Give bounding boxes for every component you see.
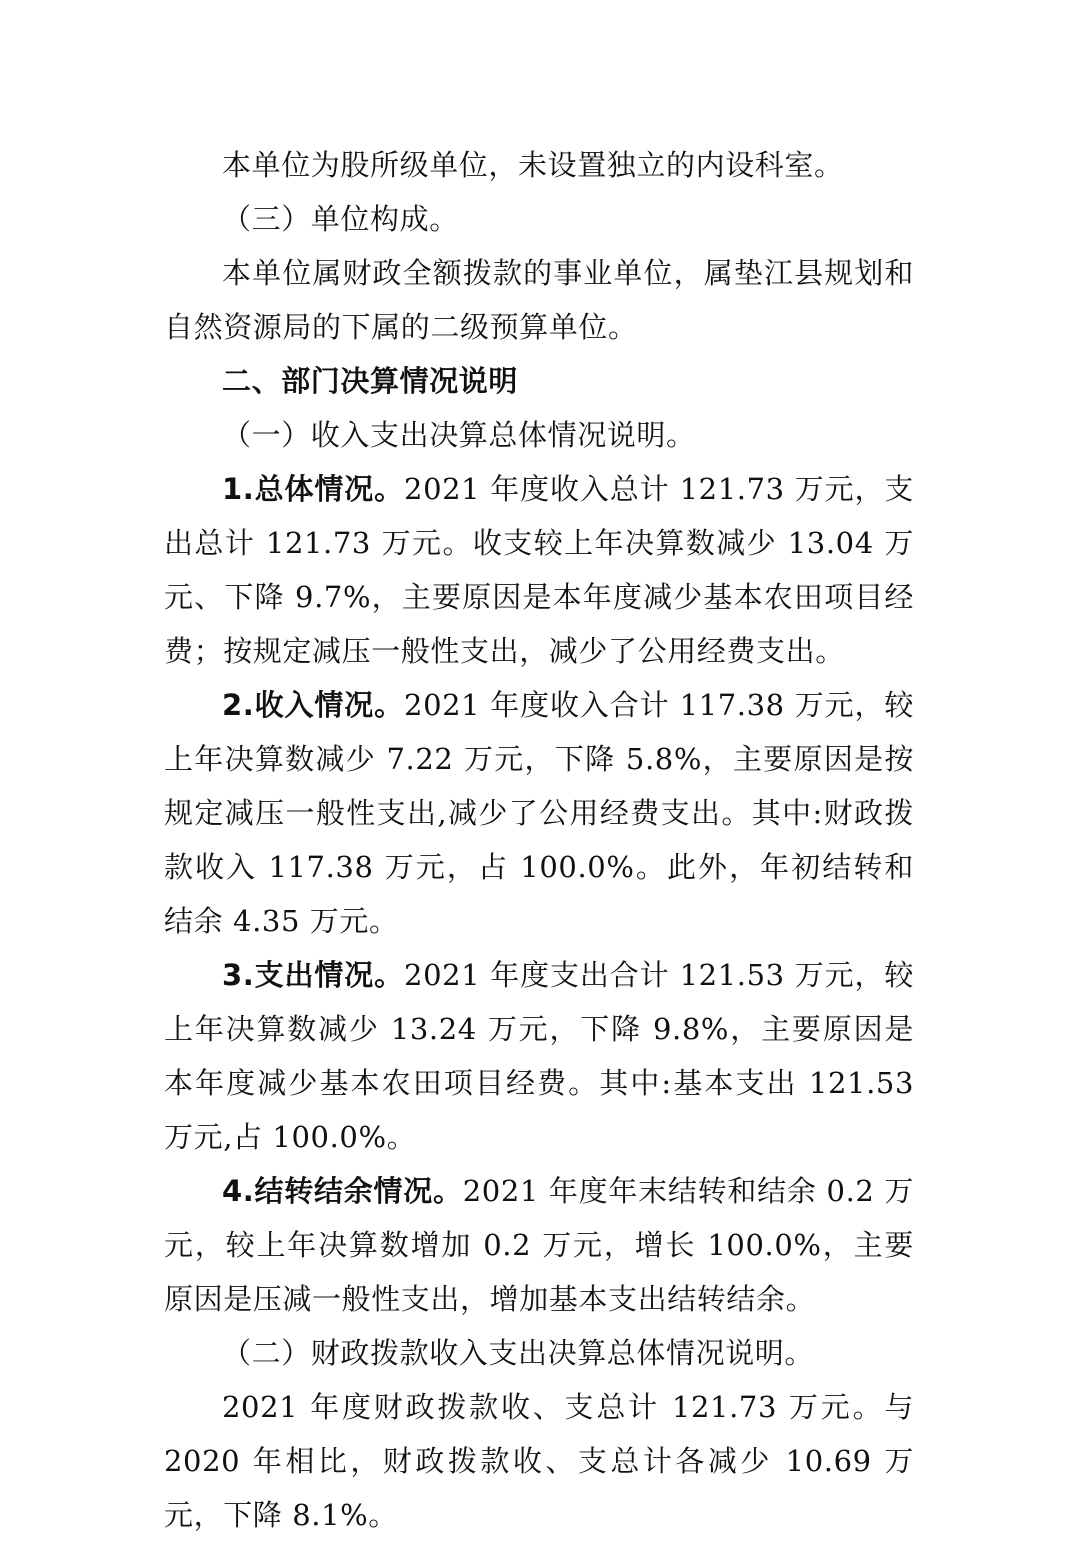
paragraph-lead: 3.支出情况。 (222, 958, 405, 992)
paragraph-text: 2021 年度收入合计 117.38 万元，较上年决算数减少 7.22 万元，下降 5.8%，主要原因是按规定减压一般性支出,减少了公用经费支出。其中:财政拨款收入 117.38 万元，占 100.0%。此外，年初结转和结余 4.35 万元。 (164, 688, 914, 938)
paragraph-text: （一）收入支出决算总体情况说明。 (222, 418, 696, 452)
paragraph-lead: 2.收入情况。 (222, 688, 405, 722)
paragraph-text: 2021 年度支出合计 121.53 万元，较上年决算数减少 13.24 万元，下降 9.8%，主要原因是本年度减少基本农田项目经费。其中:基本支出 121.53 万元,占 100.0%。 (164, 958, 914, 1154)
paragraph-text: 本单位为股所级单位，未设置独立的内设科室。 (222, 148, 844, 182)
paragraph-text: （二）财政拨款收入支出决算总体情况说明。 (222, 1336, 815, 1370)
paragraph-text: 2021 年度年末结转和结余 0.2 万元，较上年决算数增加 0.2 万元，增长 100.0%，主要原因是压减一般性支出，增加基本支出结转结余。 (164, 1174, 914, 1316)
section-heading-final-accounts (164, 354, 914, 408)
subsection-heading-fiscal-appropriation (164, 1326, 914, 1380)
paragraph-lead: 4.结转结余情况。 (222, 1174, 463, 1208)
paragraph-text: 2021 年度财政拨款收、支总计 121.73 万元。与 2020 年相比，财政拨款收、支总计各减少 10.69 万元，下降 8.1%。 (164, 1390, 914, 1532)
paragraph-expenditure-situation (164, 948, 914, 1164)
section-heading-unit-composition (164, 192, 914, 246)
subsection-heading-income-expenditure (164, 408, 914, 462)
paragraph-lead: 1.总体情况。 (222, 472, 405, 506)
document-body (164, 138, 914, 1542)
paragraph-carryover-balance (164, 1164, 914, 1326)
paragraph-text: 2021 年度收入总计 121.73 万元，支出总计 121.73 万元。收支较上年决算数减少 13.04 万元、下降 9.7%，主要原因是本年度减少基本农田项目经费；按规定减压一般性支出，减少了公用经费支出。 (164, 472, 914, 668)
paragraph-fiscal-appropriation (164, 1380, 914, 1542)
paragraph-text: （三）单位构成。 (222, 202, 459, 236)
paragraph-text: 本单位属财政全额拨款的事业单位，属垫江县规划和自然资源局的下属的二级预算单位。 (164, 256, 914, 344)
paragraph-unit-composition (164, 246, 914, 354)
paragraph-internal-departments (164, 138, 914, 192)
paragraph-income-situation (164, 678, 914, 948)
heading-text: 二、部门决算情况说明 (222, 364, 519, 398)
paragraph-overall-situation (164, 462, 914, 678)
